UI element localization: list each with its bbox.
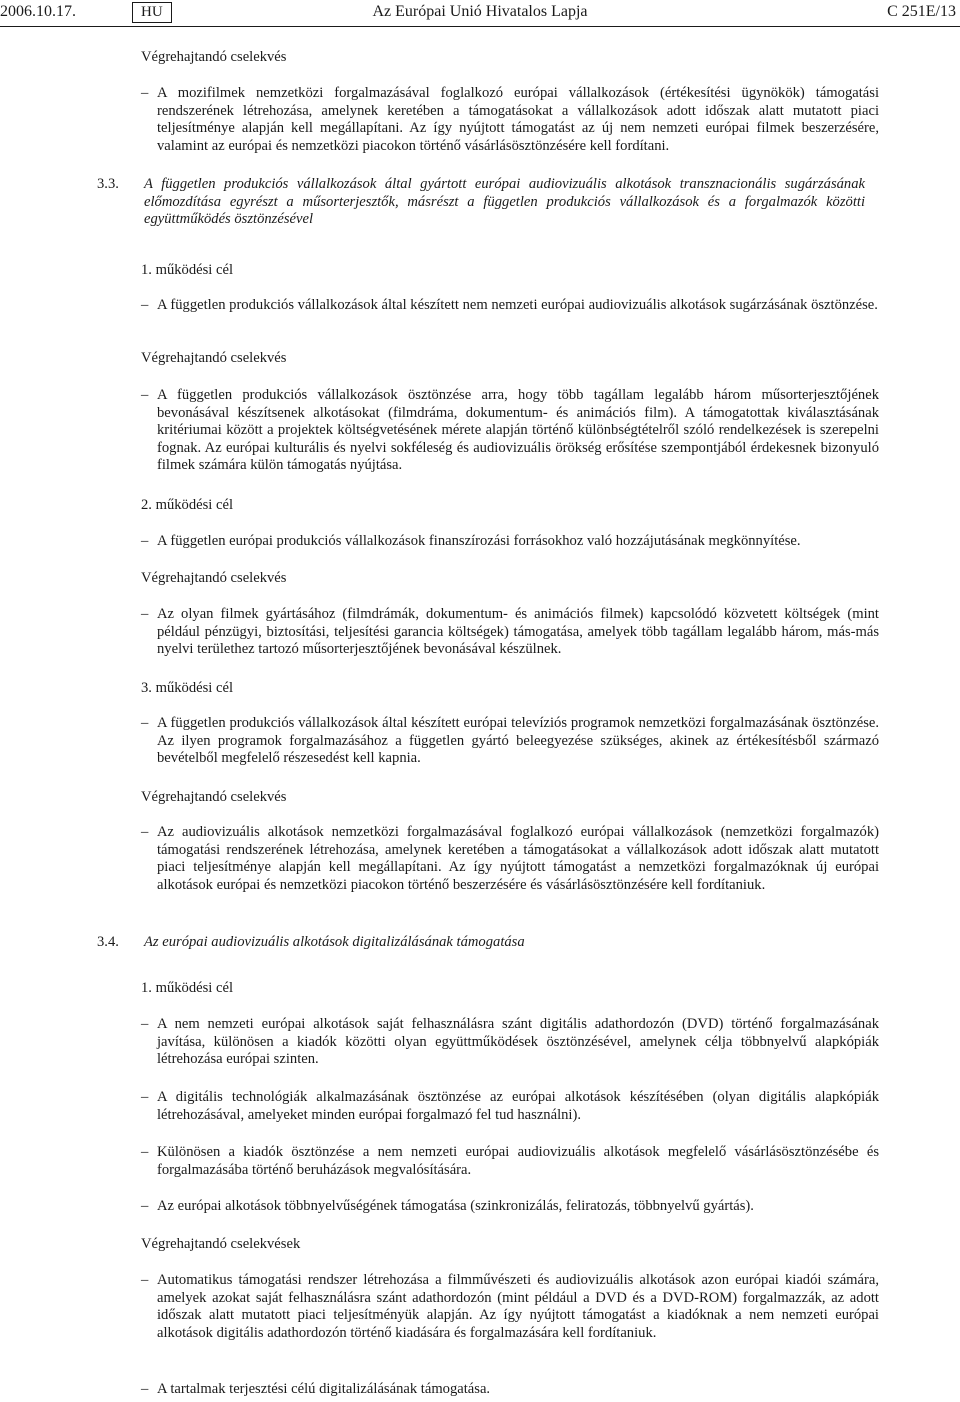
objective-heading: 1. működési cél [141,980,234,996]
bullet-item: – A független produkciós vállalkozások által készített nem nemzeti európai audiovizuális alkotások sugárzásának ösztönzése. [141,297,879,315]
bullet-item: – A tartalmak terjesztési célú digitalizálásának támogatása. [141,1381,879,1399]
bullet-item: – A mozifilmek nemzetközi forgalmazásával foglalkozó európai vállalkozások (értékesítési ügynökök) támogatási rendszerének létrehozása, amelynek keretében a támogatásokat a vállalkozások adott időszak alatt mutatott piaci teljesítménye alapján kell megállapítani. Az így nyújtott támogatást az új nem nemzeti európai filmek beszerzésére, valamint az európai és nemzetközi piacokon történő vásárlásösztönzésére kell fordítani. [141,85,879,155]
bullet-item: – A független európai produkciós vállalkozások finanszírozási forrásokhoz való hozzájutásának megkönnyítése. [141,533,879,551]
action-heading: Végrehajtandó cselekvés [141,49,287,65]
objective-heading: 1. működési cél [141,262,234,278]
journal-title: Az Európai Unió Hivatalos Lapja [372,3,588,20]
section-title: A független produkciós vállalkozások által gyártott európai audiovizuális alkotások transznacionális sugárzásának előmozdítása egyrészt a műsorterjesztők, másrészt a független produkciós vállalkozások és a forgalmazók közötti együttműködés ösztönzésével [144,176,865,228]
bullet-item: – Automatikus támogatási rendszer létrehozása a filmművészeti és audiovizuális alkotások azon európai kiadói számára, amelyek azokat saját felhasználásra szánt adathordozón (mint például a DVD és a DVD-ROM) forgalmazzák, az adott időszak alatt mutatott piaci teljesítményük alapján. Az így nyújtott támogatást a kiadóknak a nem nemzeti európai alkotások digitális adathordozón történő kiadására és forgalmazására kell fordítaniuk. [141,1272,879,1342]
section-heading [97,934,865,952]
section-number: 3.3. [97,176,119,192]
bullet-item: – Az olyan filmek gyártásához (filmdrámák, dokumentum- és animációs filmek) kapcsolódó közvetett költségek (mint például pénzügyi, biztosítási, teljesítési garancia költségek) támogatása, amelyek több tagállam legalább három, más-más nyelvi területhez tartozó műsorterjesztőjének bevonásával készülnek. [141,606,879,659]
page-header [0,0,960,26]
action-heading: Végrehajtandó cselekvés [141,570,287,586]
bullet-item: – A független produkciós vállalkozások ösztönzése arra, hogy több tagállam legalább három műsorterjesztőjének bevonásával készítsenek alkotásokat (filmdráma, dokumentum- és animációs film). A támogatottak kiválasztásának kritériumai között a projektek költségvetésének mérete alapján történő különbségtételről szóló rendelkezések is szerepelni fognak. Az európai kulturális és nyelvi sokféleség és audiovizuális örökség erősítése szempontjából érdekesnek bizonyuló filmek számára külön támogatás nyújtása. [141,387,879,475]
bullet-item: – A nem nemzeti európai alkotások saját felhasználásra szánt digitális adathordozón (DVD) történő forgalmazásának javítása, különösen a kiadók közötti olyan együttműködések ösztönzésével, amelynek célja többnyelvű alapkópiák létrehozása európai szinten. [141,1016,879,1069]
header-rule [0,26,960,27]
bullet-item: – A digitális technológiák alkalmazásának ösztönzése az európai alkotások készítésében (olyan digitális alapkópiák létrehozásával, amelyeket minden európai forgalmazó fel tud használni). [141,1089,879,1124]
action-heading: Végrehajtandó cselekvés [141,350,287,366]
bullet-item: – Különösen a kiadók ösztönzése a nem nemzeti európai audiovizuális alkotások megfelelő vásárlásösztönzésébe és forgalmazásába történő beruházások megvalósítására. [141,1144,879,1179]
page-reference: C 251E/13 [887,3,956,20]
section-title: Az európai audiovizuális alkotások digitalizálásának támogatása [144,934,525,950]
objective-heading: 3. működési cél [141,680,234,696]
language-badge: HU [132,2,172,23]
bullet-item: – Az audiovizuális alkotások nemzetközi forgalmazásával foglalkozó európai vállalkozások (nemzetközi forgalmazók) támogatási rendszerének létrehozása, amelynek keretében a támogatásokat a vállalkozások adott időszak alatt mutatott piaci teljesítménye alapján kell megállapítani. Az így nyújtott támogatást a nemzetközi forgalmazóknak új európai alkotások európai és nemzetközi piacokon történő beszerzésére és vásárlásösztönzésére kell fordítaniuk. [141,824,879,894]
section-number: 3.4. [97,934,119,950]
section-heading [97,176,865,229]
bullet-item: – Az európai alkotások többnyelvűségének támogatása (szinkronizálás, feliratozás, többnyelvű gyártás). [141,1198,879,1216]
action-heading: Végrehajtandó cselekvések [141,1236,301,1252]
publication-date: 2006.10.17. [0,3,76,20]
bullet-item: – A független produkciós vállalkozások által készített európai televíziós programok nemzetközi forgalmazásának ösztönzése. Az ilyen programok forgalmazásához a független gyártó beleegyezése szükséges, akinek az értékesítésből származó bevételből megfelelő részesedést kell kapnia. [141,715,879,768]
action-heading: Végrehajtandó cselekvés [141,789,287,805]
objective-heading: 2. működési cél [141,497,234,513]
